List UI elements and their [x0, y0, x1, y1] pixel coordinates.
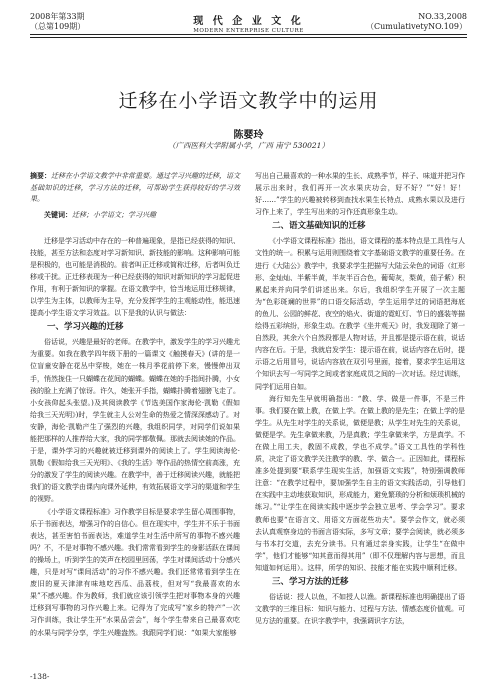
article-affiliation: （广西医科大学附属小学，广西 南宁 530021） [168, 141, 329, 150]
section-heading-2: 二、语文基础知识的迁移 [272, 221, 366, 232]
section-heading-1: 一、学习兴趣的迁移 [47, 322, 124, 333]
journal-name-cn: 现 代 企 业 文 化 [193, 16, 304, 27]
intro-paragraph: 迁移是学习活动中存在的一种普遍现象，是指已经获得的知识、技能，甚至方法和态度对学习新知识、新技能的影响。这种影响可能是积极的，也可能是消极的。前者叫正迁移或简称迁移，后者叫负迁移或干扰。正迁移表现为一种已经获得的知识对新知识的学习起促进作用，有利于新知识的掌握。在语文教学中，恰当地运用迁移规律，以学生为主体，以教师为主导，充分发挥学生的主观能动性，能迅速提高小学生语文学习效益。以下是我的认识与做法： [30, 236, 240, 318]
left-column [30, 170, 240, 639]
issue-number: 2008年第33期 [30, 12, 85, 21]
abstract [30, 170, 240, 206]
body-paragraph: 俗话说，兴趣是最好的老师。在教学中，激发学生的学习兴趣尤为重要。如我在教学四年级下册的一篇课文《触摸春天》(讲的是一位盲童安静在花丛中穿梭，她在一株月季花前停下来，慢慢伸出双手，悄然拢住一只蝴蝶在花间的蝴蝶。蝴蝶在她的手指间扑腾，小女孩的脸上充满了惊讶。许久，她张开手指，蝴蝶扑腾着翅膀飞走了。小女孩仰起头张望。)及其阅读教学《节选美国作家海伦·凯勒《假如给我三天光明》)时，学生就主人公对生命的热爱之情深深感动了。对安静，海伦·凯勒产生了强烈的兴趣，我组织同学，对同学们说如果能把那样的人推荐给大家，我的同学都敬佩。那就去阅读她的作品。于是，课外学习的兴趣就被迁移到课外的阅读上了。学生阅读海伦·凯勒《假如给我三天光明》、《我的生活》等作品的热情空前高涨，充分的激发了学生的阅读兴趣。在教学中，善于迁移阅读兴趣，就能把我们的语文教学由课内向课外延伸，有效拓展语文学习的渠道和学生的视野。 [30, 338, 240, 504]
keywords [30, 209, 240, 221]
issue-total: （总第109期） [30, 21, 86, 31]
volume-info [366, 12, 467, 31]
body-paragraph: 俗话说：授人以鱼，不如授人以渔。新课程标准也明确提出了语文教学的三维目标：知识与能力、过程与方法、情感态度价值观。可见方法的重要。在识字教学中，我强调识字方法， [255, 593, 465, 626]
keywords-label: 关键词： [44, 209, 72, 219]
article-title: 迁移在小学语文教学中的运用 [118, 90, 379, 112]
body-paragraph: 海行知先生早就明确指出：“教、学、做是一件事，不是三件事。我们要在做上教，在做上学。在做上教的是先生；在做上学的是学生。从先生对学生的关系说，做便是教；从学生对先生的关系说，做便是学。先生拿做来教，乃是真教；学生拿做来学，方是真学。不在做上用工夫，教固不成教，学也不成学。”语文工具性的学科性质，决定了语文教学关注教学的教、学、做合一。正因如此，课程标准多处提到要“联系学生现实生活，加强语文实践”，特别强调教师注意：“在教学过程中，要加强学生自主的语文实践活动，引导他们在实践中主动地获取知识，形成能力，避免繁琐的分析和烦琐机械的练习。”“让学生在阅读实践中逐步学会独立思考、学会学习”。要求教师也要“在语言文、用语文方面花些功夫”。要学会作文，就必须去认真观察身边的书面言语实际，多写文章；要学会阅读，就必须多与书本打交道，去充分读书。只有通过亲身实践，让学生“在做中学”，他们才能够“知其意而得其用”（即不仅理解内容与思想，而且知道如何运用）。这样，所学的知识、技能才能在实践中顺利迁移。 [255, 394, 465, 572]
volume-cumulative: （CumulativetyNO.109） [365, 21, 467, 31]
volume-number: NO.33,2008 [418, 12, 467, 21]
section-heading-3: 三、学习方法的迁移 [272, 577, 349, 587]
body-paragraph: 写出自己最喜欢的一种水果的生长、成熟季节，样子、味道并把习作展示出来时，我们再开一次水果庆功会，好不好？”“好！好！好……”学生的兴趣被转移到查找水果生长特点、成熟水果以及进行习作上来了，学生写出来的习作还真形象生动。 [255, 172, 465, 217]
right-column [255, 170, 465, 627]
page-number: -138- [30, 672, 50, 681]
keywords-text: 迁移；小学语文；学习兴趣 [72, 210, 156, 219]
page-header [0, 0, 497, 34]
body-paragraph: 《小学语文课程标准》指出，语文课程的基本特点是工具性与人文性的统一。积累与运用则围绕着文字基础语文教学的重要任务。在进行《大陆公》教学中，我要求学生把描写大陆云朵色的词语（红形形、金灿灿、半紫半黄，半灰半百合色，葡萄灰，梨黄，茄子紫）积累起来并向同学们讲述出来。尔后，我组织学生开展了一次主题为“色彩斑斓的世界”的口语交际活动，学生运用学过的词语把海底的鱼儿、公园的鲜花、夜空的焰火、街道的霓虹灯、节日的盛装等描绘得五彩缤纷，形象生动。在教学《坐井观天》时，我发现除了第一自然段，其余六个自然段都是人物对话，并且都是提示语在前，说话内容在后。于是，我就启发学生：提示语在前，说话内容在后时，提示语之后用冒号，说话内容放在双引号里面，接着，要求学生运用这个知识去写一写同学之间或者家庭成员之间的一次对话。经过训练，同学们运用自如。 [255, 237, 465, 391]
abstract-label: 摘要： [30, 171, 51, 180]
header-rule-thin [30, 37, 467, 38]
article-author: 陈婴玲 [233, 130, 264, 141]
journal-name-en: MODERN ENTERPRISE CULTURE [193, 28, 304, 34]
header-rule [30, 34, 467, 35]
abstract-text: 迁移在小学语文教学中非常重要。通过学习兴趣的迁移，语文基础知识的迁移，学习方法的迁移，可帮助学生获得较好的学习效果。 [30, 172, 240, 203]
body-paragraph: 《小学语文课程标准》习作教学目标是要求学生留心周围事物，乐于书面表达，增强习作的自信心。但在现实中，学生并不乐于书面表达，甚至害怕书面表达，难道学生对生活中所写的事物不感兴趣吗？不，不是对事物不感兴趣。我们常常看到学生的身影活跃在课间的操场上，听到学生的笑声在校园里回荡，学生对课间活动十分感兴趣，只是对写“课间活动”的习作不感兴趣。我们还常常看到学生在废旧的夏天津津有味地吃西瓜、品荔枝，但对写“我最喜欢的水果”不感兴趣。作为教师，我们就应该引领学生把对事物本身的兴趣迁移到写事物的习作兴趣上来。记得为了完成写“家乡的特产”一次习作训练，我让学生开“水果品尝会”，每个学生带来自己最喜欢吃的水果与同学分享，学生兴趣盎然。我跟同学们说：“如果大家能够 [30, 507, 240, 637]
